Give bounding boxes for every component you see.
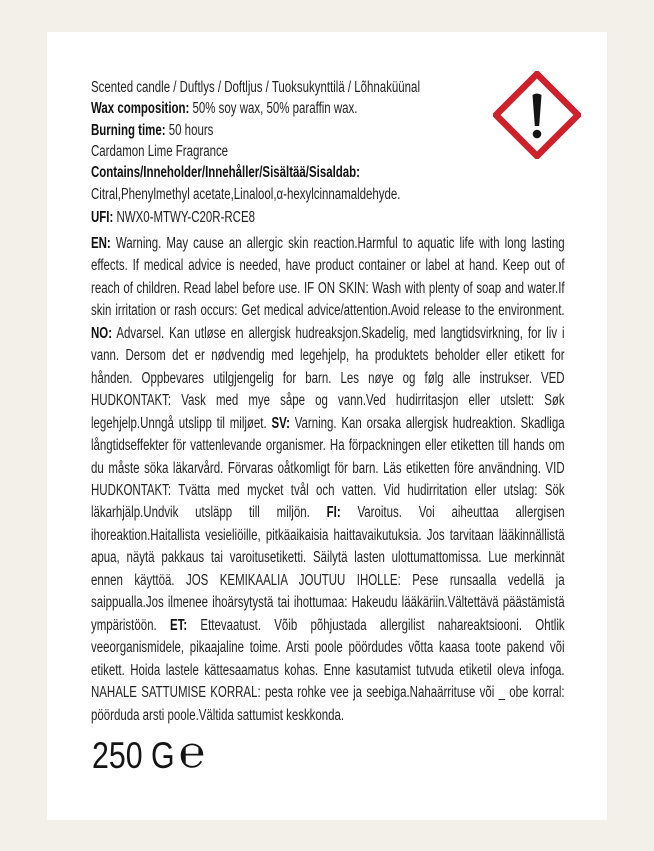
contains-value: Citral,Phenylmethyl acetate,Linalool,α-hexylcinnamaldehyde. bbox=[91, 186, 401, 204]
burning-time-value: 50 hours bbox=[165, 121, 214, 139]
product-line bbox=[91, 77, 491, 98]
ufi-value: NWX0-MTWY-C20R-RCE8 bbox=[113, 209, 256, 227]
net-weight bbox=[92, 727, 206, 778]
wax-composition-label: Wax composition: bbox=[91, 100, 190, 118]
warning-text-no: Advarsel. Kan utløse en allergisk hudreaksjon.Skadelig, med langtidsvirkning, for liv i vann. Dersom det er nødvendig med legehjelp, ha produktets beholder eller etikett for hånden. Oppbevares utilgjengelig for barn. Les nøye og følg alle instrukser. VED HUDKONTAKT: Vask med mye såpe og vann.Ved hudirritasjon eller utslett: Søk legehjelp.Unngå utslipp til miljøet. bbox=[91, 324, 565, 432]
burning-time bbox=[91, 120, 491, 141]
product-line-text: Scented candle / Duftlys / Doftljus / Tuoksukynttilä / Lõhnaküünal bbox=[91, 79, 420, 96]
warning-text-et: Ettevaatust. Võib põhjustada allergilist nahareaktsiooni. Ohtlik veeorganismidele, pikaajaline toime. Arsti poole pöördudes võtta kaasa toote pakend või etikett. Hoida lastele kättesaamatus kohas. Enne kasutamist tutvuda etiketil oleva infoga. NAHALE SATTUMISE KORRAL: pesta rohke vee ja seebiga.Nahaärrituse või _ obe korral: pöörduda arsti poole.Vältida sattumist keskkonda. bbox=[91, 616, 565, 724]
warning-text-en: Warning. May cause an allergic skin reaction.Harmful to aquatic life with long lasting effects. If medical advice is needed, have product container or label at hand. Keep out of reach of children. Read label before use. IF ON SKIN: Wash with plenty of soap and water.If skin irritation or rash occurs: Get medical advice/attention.Avoid release to the environment. bbox=[91, 235, 565, 320]
contains-label: Contains/Inneholder/Innehåller/Sisältää/Sisaldab: bbox=[91, 164, 360, 182]
wax-composition bbox=[91, 98, 491, 119]
warning-text-fi: Varoitus. Voi aiheuttaa allergisen ihoreaktion.Haitallista vesieliöille, pitkäaikaisia haittavaikutuksia. Jos tarvitaan lääkinnällistä apua, näytä pakkaus tai varoitusetiketti. Säilytä lasten ulottumattomissa. Lue merkinnät ennen käyttöä. JOS KEMIKAALIA JOUTUU IHOLLE: Pese runsaalla vedellä ja saippualla.Jos ilmenee ihoärsytystä tai ihottumaa: Hakeudu lääkäriin.Vältettävä päästämistä ympäristöön. bbox=[91, 504, 565, 634]
ufi-code bbox=[91, 206, 491, 229]
candle-label bbox=[47, 32, 607, 820]
ufi-label: UFI: bbox=[91, 209, 114, 227]
warnings-text bbox=[91, 233, 565, 727]
warning-lang-sv: SV: bbox=[271, 414, 290, 432]
warning-lang-en: EN: bbox=[91, 235, 111, 252]
warning-lang-et: ET: bbox=[169, 616, 188, 634]
warning-text-sv: Varning. Kan orsaka allergisk hudreaktion. Skadliga långtidseffekter för vattenlevande organismer. Ha förpackningen eller etiketten till hands om du måste söka läkarvård. Förvaras oåtkomligt för barn. Läs etiketten före användning. VID HUDKONTAKT: Tvätta med mycket tvål och vatten. Vid hudirritation eller utslag: Sök läkarhjälp.Undvik utsläpp till miljön. bbox=[91, 414, 565, 522]
net-weight-value: 250 G bbox=[92, 735, 175, 776]
contains-list bbox=[91, 183, 491, 206]
estimated-sign-icon: ℮ bbox=[178, 727, 206, 778]
wax-composition-value: 50% soy wax, 50% paraffin wax. bbox=[189, 100, 358, 118]
ghs-exclamation-mark-icon bbox=[493, 71, 581, 159]
warning-lang-fi: FI: bbox=[326, 504, 341, 522]
burning-time-label: Burning time: bbox=[91, 121, 166, 139]
warning-lang-no: NO: bbox=[91, 324, 113, 342]
fragrance-text: Cardamon Lime Fragrance bbox=[91, 142, 229, 160]
fragrance-name bbox=[91, 141, 491, 162]
contains-heading bbox=[91, 162, 491, 183]
